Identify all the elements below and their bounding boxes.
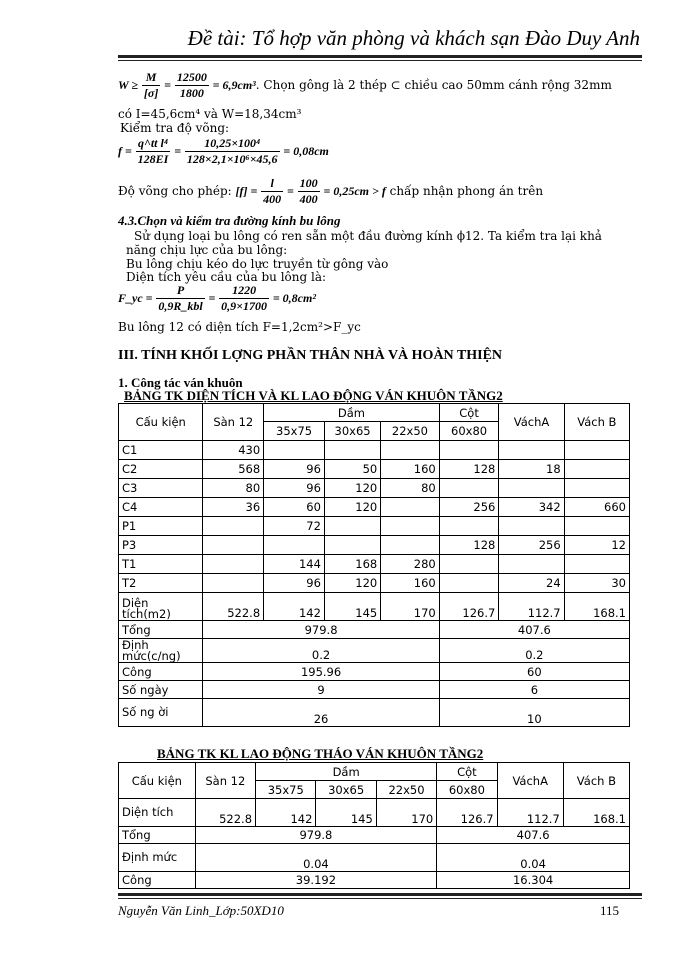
t2-h-d3: 22x50 <box>376 781 436 799</box>
t2-h-cot: Cột <box>437 763 497 781</box>
fyc-formula-line: F_yc = P 0,9R_kbl = $\frac{1220}{0,9\times 1700}$ = 0,8cm² <box>118 283 316 313</box>
t1-cell <box>564 479 629 498</box>
t1-sum0-label: Tổng <box>119 621 203 639</box>
t1-cell <box>324 517 380 536</box>
table1-title: BẢNG TK DIỆN TÍCH VÀ KL LAO ĐỘNG VÁN KHUÔN TẦNG2 <box>124 388 503 403</box>
t1-cell <box>381 498 440 517</box>
table-row <box>119 460 630 479</box>
table-row <box>119 517 630 536</box>
t1-sum2-b: 60 <box>439 663 629 681</box>
f-num: q^tt l⁴ <box>136 136 171 152</box>
w-result: = 6,9cm³ <box>212 78 256 92</box>
t2-h-dam: Dầm <box>256 763 437 781</box>
f-result: = 0,08cm <box>283 144 329 158</box>
t2-dt-5: 112.7 <box>497 799 563 827</box>
w-lhs: W ≥ <box>118 78 139 92</box>
t2-sum2-label: Công <box>119 872 196 889</box>
t1-sum0-b: 407.6 <box>439 621 629 639</box>
t1-cell <box>564 441 629 460</box>
fyc-den2: 0,9×1700 <box>221 299 268 313</box>
s43-p3: Bu lông chịu kéo do lực truyền từ gông vào <box>126 257 389 271</box>
fa-den: 400 <box>263 192 282 206</box>
w-den: [σ] <box>143 86 159 100</box>
t1-cell <box>439 555 499 574</box>
t1-sum4-b: 10 <box>439 699 629 727</box>
t1-cell: 256 <box>499 536 564 555</box>
t1-cell: 120 <box>324 498 380 517</box>
t1-cell: 50 <box>324 460 380 479</box>
t1-h-vachb: Vách B <box>564 404 629 441</box>
t1-cell <box>564 555 629 574</box>
t1-dt-0: 522.8 <box>203 593 264 621</box>
t1-cell <box>264 441 325 460</box>
table-row <box>119 555 630 574</box>
t1-cell <box>439 441 499 460</box>
t1-h-dam: Dầm <box>264 404 440 422</box>
t2-h-caukien: Cấu kiện <box>119 763 196 799</box>
s43-p4: Diện tích yêu cầu của bu lông là: <box>126 270 327 284</box>
t1-h-caukien: Cấu kiện <box>119 404 203 441</box>
t1-sum3-label: Số ngày <box>119 681 203 699</box>
t1-cell: 96 <box>264 479 325 498</box>
header-rule <box>118 55 642 58</box>
section-3-title: III. TÍNH KHỐI LỢNG PHẦN THÂN NHÀ VÀ HOÀN THIỆN <box>118 348 503 363</box>
t1-cell <box>439 574 499 593</box>
t1-cell: 80 <box>381 479 440 498</box>
t1-cell: 660 <box>564 498 629 517</box>
t2-h-d2: 30x65 <box>316 781 376 799</box>
w-num: M <box>142 70 160 86</box>
s43-p1: Sử dụng loại bu lông có ren sẵn một đầu đường kính ϕ12. Ta kiểm tra lại khả <box>134 229 602 243</box>
t1-cell <box>564 517 629 536</box>
t2-sum1-b: 0.04 <box>437 844 630 872</box>
t1-cell <box>499 517 564 536</box>
t2-sum2-a: 39.192 <box>195 872 437 889</box>
t1-cell <box>381 441 440 460</box>
t1-cell <box>499 441 564 460</box>
t1-sum4-a: 26 <box>203 699 439 727</box>
t1-cell: 120 <box>324 479 380 498</box>
t1-cell: 96 <box>264 460 325 479</box>
fa-num: l <box>261 176 283 192</box>
t2-sum1-a: 0.04 <box>195 844 437 872</box>
t1-sum0-a: 979.8 <box>203 621 439 639</box>
t1-sum3-b: 6 <box>439 681 629 699</box>
fa-formula-line: Độ võng cho phép: [f] = $\frac{l}{400}$ = $\frac{100}{400}$ = 0,25cm > f chấp nhận phong án trên <box>118 176 544 206</box>
t1-row-label: P3 <box>119 536 203 555</box>
t1-sum1-label: Định mức(c/ng) <box>119 639 203 663</box>
t1-cell: 256 <box>439 498 499 517</box>
w-den2: 1800 <box>179 86 204 100</box>
t2-sum0-b: 407.6 <box>437 827 630 844</box>
fyc-num2: 1220 <box>219 283 269 299</box>
t1-cell: 160 <box>381 574 440 593</box>
t1-cell: 168 <box>324 555 380 574</box>
t2-sum0-label: Tổng <box>119 827 196 844</box>
t2-dt-4: 126.7 <box>437 799 497 827</box>
t2-h-san: Sàn 12 <box>195 763 255 799</box>
t1-sum1-b: 0.2 <box>439 639 629 663</box>
t1-cell <box>324 536 380 555</box>
t1-cell: 144 <box>264 555 325 574</box>
t2-sum0-a: 979.8 <box>195 827 437 844</box>
f-den: 128EI <box>137 152 169 166</box>
t1-sum2-a: 195.96 <box>203 663 439 681</box>
t2-dt-1: 142 <box>256 799 316 827</box>
fyc-lhs: F_yc = <box>118 291 153 305</box>
t1-h-san: Sàn 12 <box>203 404 264 441</box>
t1-cell: 24 <box>499 574 564 593</box>
t2-dt-6: 168.1 <box>563 799 629 827</box>
t2-sum2-b: 16.304 <box>437 872 630 889</box>
t1-cell <box>499 555 564 574</box>
t1-dt-3: 170 <box>381 593 440 621</box>
table-row <box>119 498 630 517</box>
t1-dt-label: Diện tích(m2) <box>119 593 203 621</box>
t1-cell: 60 <box>264 498 325 517</box>
t1-cell: 80 <box>203 479 264 498</box>
fa-result: = 0,25cm > f <box>323 184 386 198</box>
t2-h-c1: 60x80 <box>437 781 497 799</box>
t1-row-label: C3 <box>119 479 203 498</box>
section-4-3-title: 4.3.Chọn và kiểm tra đường kính bu lông <box>118 213 341 228</box>
section-3-sub: 1. Công tác ván khuôn <box>118 375 243 390</box>
footer-author: Nguyễn Văn Linh_Lớp:50XD10 <box>118 903 284 918</box>
t1-cell: 96 <box>264 574 325 593</box>
t1-cell <box>564 460 629 479</box>
t2-h-vacha: VáchA <box>497 763 563 799</box>
calc-line-3: Kiểm tra độ võng: <box>120 121 230 135</box>
w-formula-line: W ≥ $\frac{M}{[\sigma]}$ = $\frac{12500}{1800}$ = 6,9cm³. Chọn gông là 2 thép ⊂ chiều cao 50mm cánh rộng 32mm <box>118 70 612 100</box>
t2-dt-3: 170 <box>376 799 436 827</box>
fa-lhs: [f] = <box>235 184 258 198</box>
t2-h-d1: 35x75 <box>256 781 316 799</box>
t1-cell <box>324 441 380 460</box>
t1-cell: 430 <box>203 441 264 460</box>
t1-h-c1: 60x80 <box>439 422 499 441</box>
t1-cell: 128 <box>439 536 499 555</box>
f-formula-line: f = $\frac{\text{q\textasciicircum{}tt l⁴}}{128EI}$ = $\frac{\text{10,25×100⁴}}{\text{128×2,1×10⁶×45,6}}$ = 0,08cm <box>118 136 329 166</box>
fa-num2: 100 <box>299 176 318 190</box>
t1-cell <box>381 536 440 555</box>
t1-cell: 36 <box>203 498 264 517</box>
fyc-den: 0,9R_kbl <box>158 299 203 313</box>
t1-row-label: T2 <box>119 574 203 593</box>
t1-cell: 280 <box>381 555 440 574</box>
t1-cell <box>439 517 499 536</box>
t1-row-label: C1 <box>119 441 203 460</box>
t1-row-label: C2 <box>119 460 203 479</box>
t1-cell <box>203 517 264 536</box>
t1-h-d3: 22x50 <box>381 422 440 441</box>
fyc-num: P <box>156 283 204 299</box>
t1-cell: 128 <box>439 460 499 479</box>
t1-dt-1: 142 <box>264 593 325 621</box>
fa-text: Độ võng cho phép: <box>118 184 232 198</box>
t1-dt-4: 126.7 <box>439 593 499 621</box>
table-row <box>119 479 630 498</box>
f-den2: 128×2,1×10⁶×45,6 <box>186 152 278 166</box>
footer-rule <box>118 893 642 896</box>
w-text: . Chọn gông là 2 thép ⊂ chiều cao 50mm cánh rộng 32mm <box>255 78 612 92</box>
t1-sum4-label: Số ng ời <box>119 699 203 727</box>
table2-title: BẢNG TK KL LAO ĐỘNG THÁO VÁN KHUÔN TẦNG2 <box>157 746 484 761</box>
t1-cell: 120 <box>324 574 380 593</box>
t1-h-vacha: VáchA <box>499 404 564 441</box>
fyc-result: = 0,8cm² <box>272 291 316 305</box>
t1-cell <box>439 479 499 498</box>
t1-h-d2: 30x65 <box>324 422 380 441</box>
t1-cell <box>264 536 325 555</box>
t1-row-label: T1 <box>119 555 203 574</box>
t1-h-cot: Cột <box>439 404 499 422</box>
calc-line-2: có I=45,6cm⁴ và W=18,34cm³ <box>118 107 302 121</box>
table2 <box>118 762 630 889</box>
t1-row-label: C4 <box>119 498 203 517</box>
t1-cell <box>203 574 264 593</box>
table-row <box>119 574 630 593</box>
t1-sum3-a: 9 <box>203 681 439 699</box>
t2-dt-label: Diện tích <box>119 799 196 827</box>
t2-sum1-label: Định mức <box>119 844 196 872</box>
t2-dt-0: 522.8 <box>195 799 255 827</box>
footer-page-number: 115 <box>600 903 620 918</box>
table1 <box>118 403 630 727</box>
t2-h-vachb: Vách B <box>563 763 629 799</box>
t1-cell <box>203 555 264 574</box>
footer-rule-thin <box>118 898 642 899</box>
t1-dt-2: 145 <box>324 593 380 621</box>
fa-den2: 400 <box>299 192 318 206</box>
t1-dt-6: 168.1 <box>564 593 629 621</box>
t1-sum2-label: Công <box>119 663 203 681</box>
table-row <box>119 441 630 460</box>
t1-cell: 342 <box>499 498 564 517</box>
t1-cell <box>499 479 564 498</box>
t1-cell: 12 <box>564 536 629 555</box>
t1-cell: 568 <box>203 460 264 479</box>
fa-tail: chấp nhận phong án trên <box>389 184 544 198</box>
t2-dt-2: 145 <box>316 799 376 827</box>
w-num2: 12500 <box>176 70 207 84</box>
t1-sum1-a: 0.2 <box>203 639 439 663</box>
t1-cell: 30 <box>564 574 629 593</box>
s43-p5: Bu lông 12 có diện tích F=1,2cm²>F_yc <box>118 320 361 334</box>
t1-cell: 72 <box>264 517 325 536</box>
t1-cell: 160 <box>381 460 440 479</box>
page-header-title: Đề tài: Tổ hợp văn phòng và khách sạn Đào Duy Anh <box>187 26 640 50</box>
t1-cell: 18 <box>499 460 564 479</box>
f-lhs: f = <box>118 144 132 158</box>
t1-cell <box>203 536 264 555</box>
s43-p2: năng chịu lực của bu lông: <box>126 243 288 257</box>
t1-dt-5: 112.7 <box>499 593 564 621</box>
t1-cell <box>381 517 440 536</box>
table-row <box>119 536 630 555</box>
t1-row-label: P1 <box>119 517 203 536</box>
t1-h-d1: 35x75 <box>264 422 325 441</box>
header-rule-thin <box>118 60 642 61</box>
f-num2: 10,25×100⁴ <box>185 136 280 152</box>
